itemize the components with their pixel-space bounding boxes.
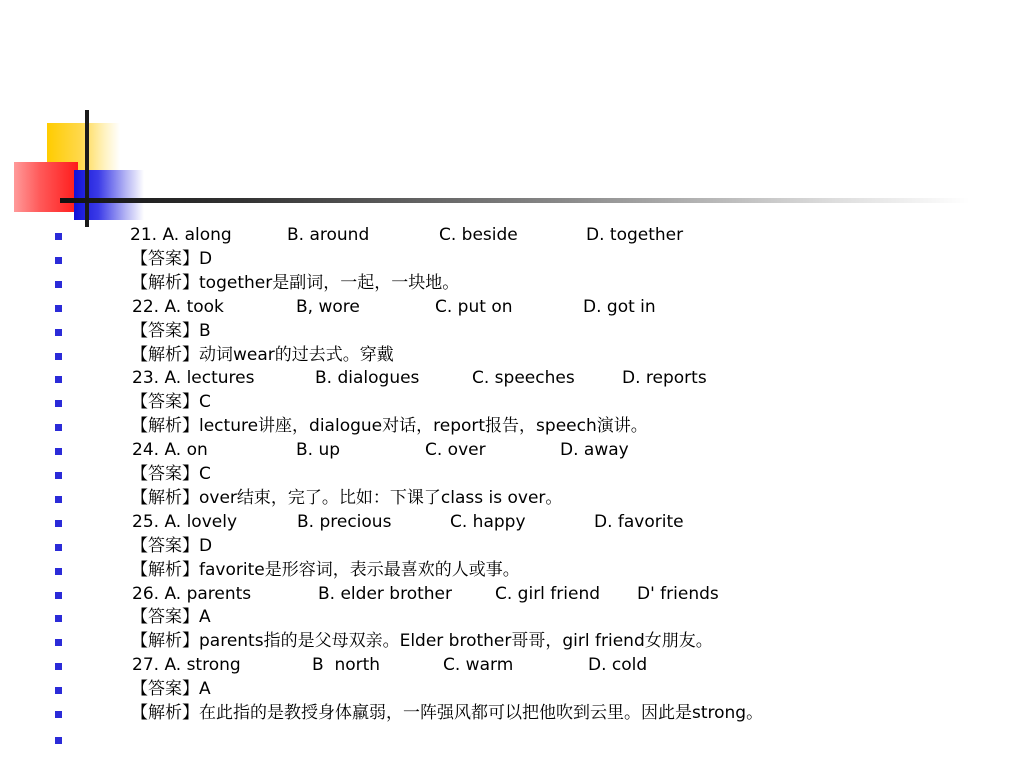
answer-row [0,320,1024,342]
explanation-text: 【解析】over结束，完了。比如：下课了class is over。 [131,487,563,508]
option-text: B. elder brother [318,583,452,604]
explanation-text: 【解析】动词wear的过去式。穿戴 [131,344,394,365]
explanation-text: 【解析】lecture讲座，dialogue对话，report报告，speech演讲。 [131,416,648,437]
bullet-icon [55,305,62,312]
bullet-icon [55,737,62,744]
answer-text: 【答案】A [131,607,211,628]
option-text: C. beside [439,225,518,245]
question-stem: 24. A. on [132,440,208,461]
explanation-row [0,487,1024,509]
option-text: D. cold [588,655,648,676]
explanation-row [0,702,1024,724]
bullet-icon [55,353,62,360]
explanation-text: 【解析】together是副词，一起，一块地。 [131,272,460,293]
answer-row [0,248,1024,270]
option-text: D. favorite [594,511,684,532]
question-row [0,296,1024,318]
question-row [0,511,1024,533]
decor-red-square [14,162,78,212]
decor-horizontal-line [60,198,970,203]
bullet-icon [55,400,62,407]
question-stem: 22. A. took [132,296,224,317]
option-text: B. around [287,225,370,245]
question-stem: 23. A. lectures [132,368,255,389]
bullet-icon [55,663,62,670]
answer-row [0,463,1024,485]
bullet-icon [55,568,62,575]
option-text: B. dialogues [315,368,420,389]
answer-text: 【答案】C [131,392,211,413]
bullet-icon [55,687,62,694]
bullet-icon [55,496,62,503]
question-row [0,439,1024,461]
explanation-text: 【解析】favorite是形容词，表示最喜欢的人或事。 [131,559,520,580]
question-stem: 26. A. parents [132,583,252,604]
bullet-icon [55,592,62,599]
option-text: C. happy [450,511,526,532]
question-row [0,224,1024,246]
answer-text: 【答案】D [131,248,213,269]
option-text: C. warm [443,655,514,676]
bullet-icon [55,329,62,336]
explanation-row [0,559,1024,581]
option-text: B. up [296,440,341,461]
bullet-icon [55,711,62,718]
question-stem: 25. A. lovely [132,511,238,532]
bullet-icon [55,376,62,383]
option-text: B. precious [297,511,392,532]
option-text: C. over [425,440,486,461]
explanation-row [0,630,1024,652]
option-text: D. away [560,440,629,461]
question-row [0,654,1024,676]
bullet-icon [55,424,62,431]
answer-row [0,391,1024,413]
bullet-icon [55,281,62,288]
option-text: D. got in [583,296,656,317]
bullet-icon [55,472,62,479]
option-text: C. put on [435,296,513,317]
answer-text: 【答案】D [131,535,213,556]
answer-text: 【答案】B [131,320,211,341]
option-text: D' friends [637,583,719,604]
explanation-text: 【解析】在此指的是教授身体羸弱，一阵强风都可以把他吹到云里。因此是strong。 [131,703,764,723]
answer-row [0,606,1024,628]
question-row [0,583,1024,605]
bullet-icon [55,233,62,240]
explanation-row [0,272,1024,294]
bullet-icon [55,520,62,527]
bullet-icon [55,448,62,455]
bullet-icon [55,544,62,551]
option-text: C. girl friend [495,583,601,604]
option-text: D. together [586,225,684,245]
question-stem: 27. A. strong [132,655,241,676]
option-text: B north [312,655,381,676]
explanation-row [0,415,1024,437]
decor-vertical-line [85,110,89,227]
bullet-icon [55,615,62,622]
answer-row [0,678,1024,700]
option-text: C. speeches [472,368,575,389]
option-text: D. reports [622,368,707,389]
question-stem: 21. A. along [130,225,232,245]
answer-row [0,535,1024,557]
bullet-icon [55,257,62,264]
bullet-icon [55,639,62,646]
explanation-row [0,344,1024,366]
question-row [0,367,1024,389]
answer-text: 【答案】C [131,464,211,484]
answer-text: 【答案】A [131,679,211,700]
explanation-text: 【解析】parents指的是父母双亲。Elder brother哥哥，girl friend女朋友。 [131,631,713,652]
option-text: B, wore [296,296,360,317]
